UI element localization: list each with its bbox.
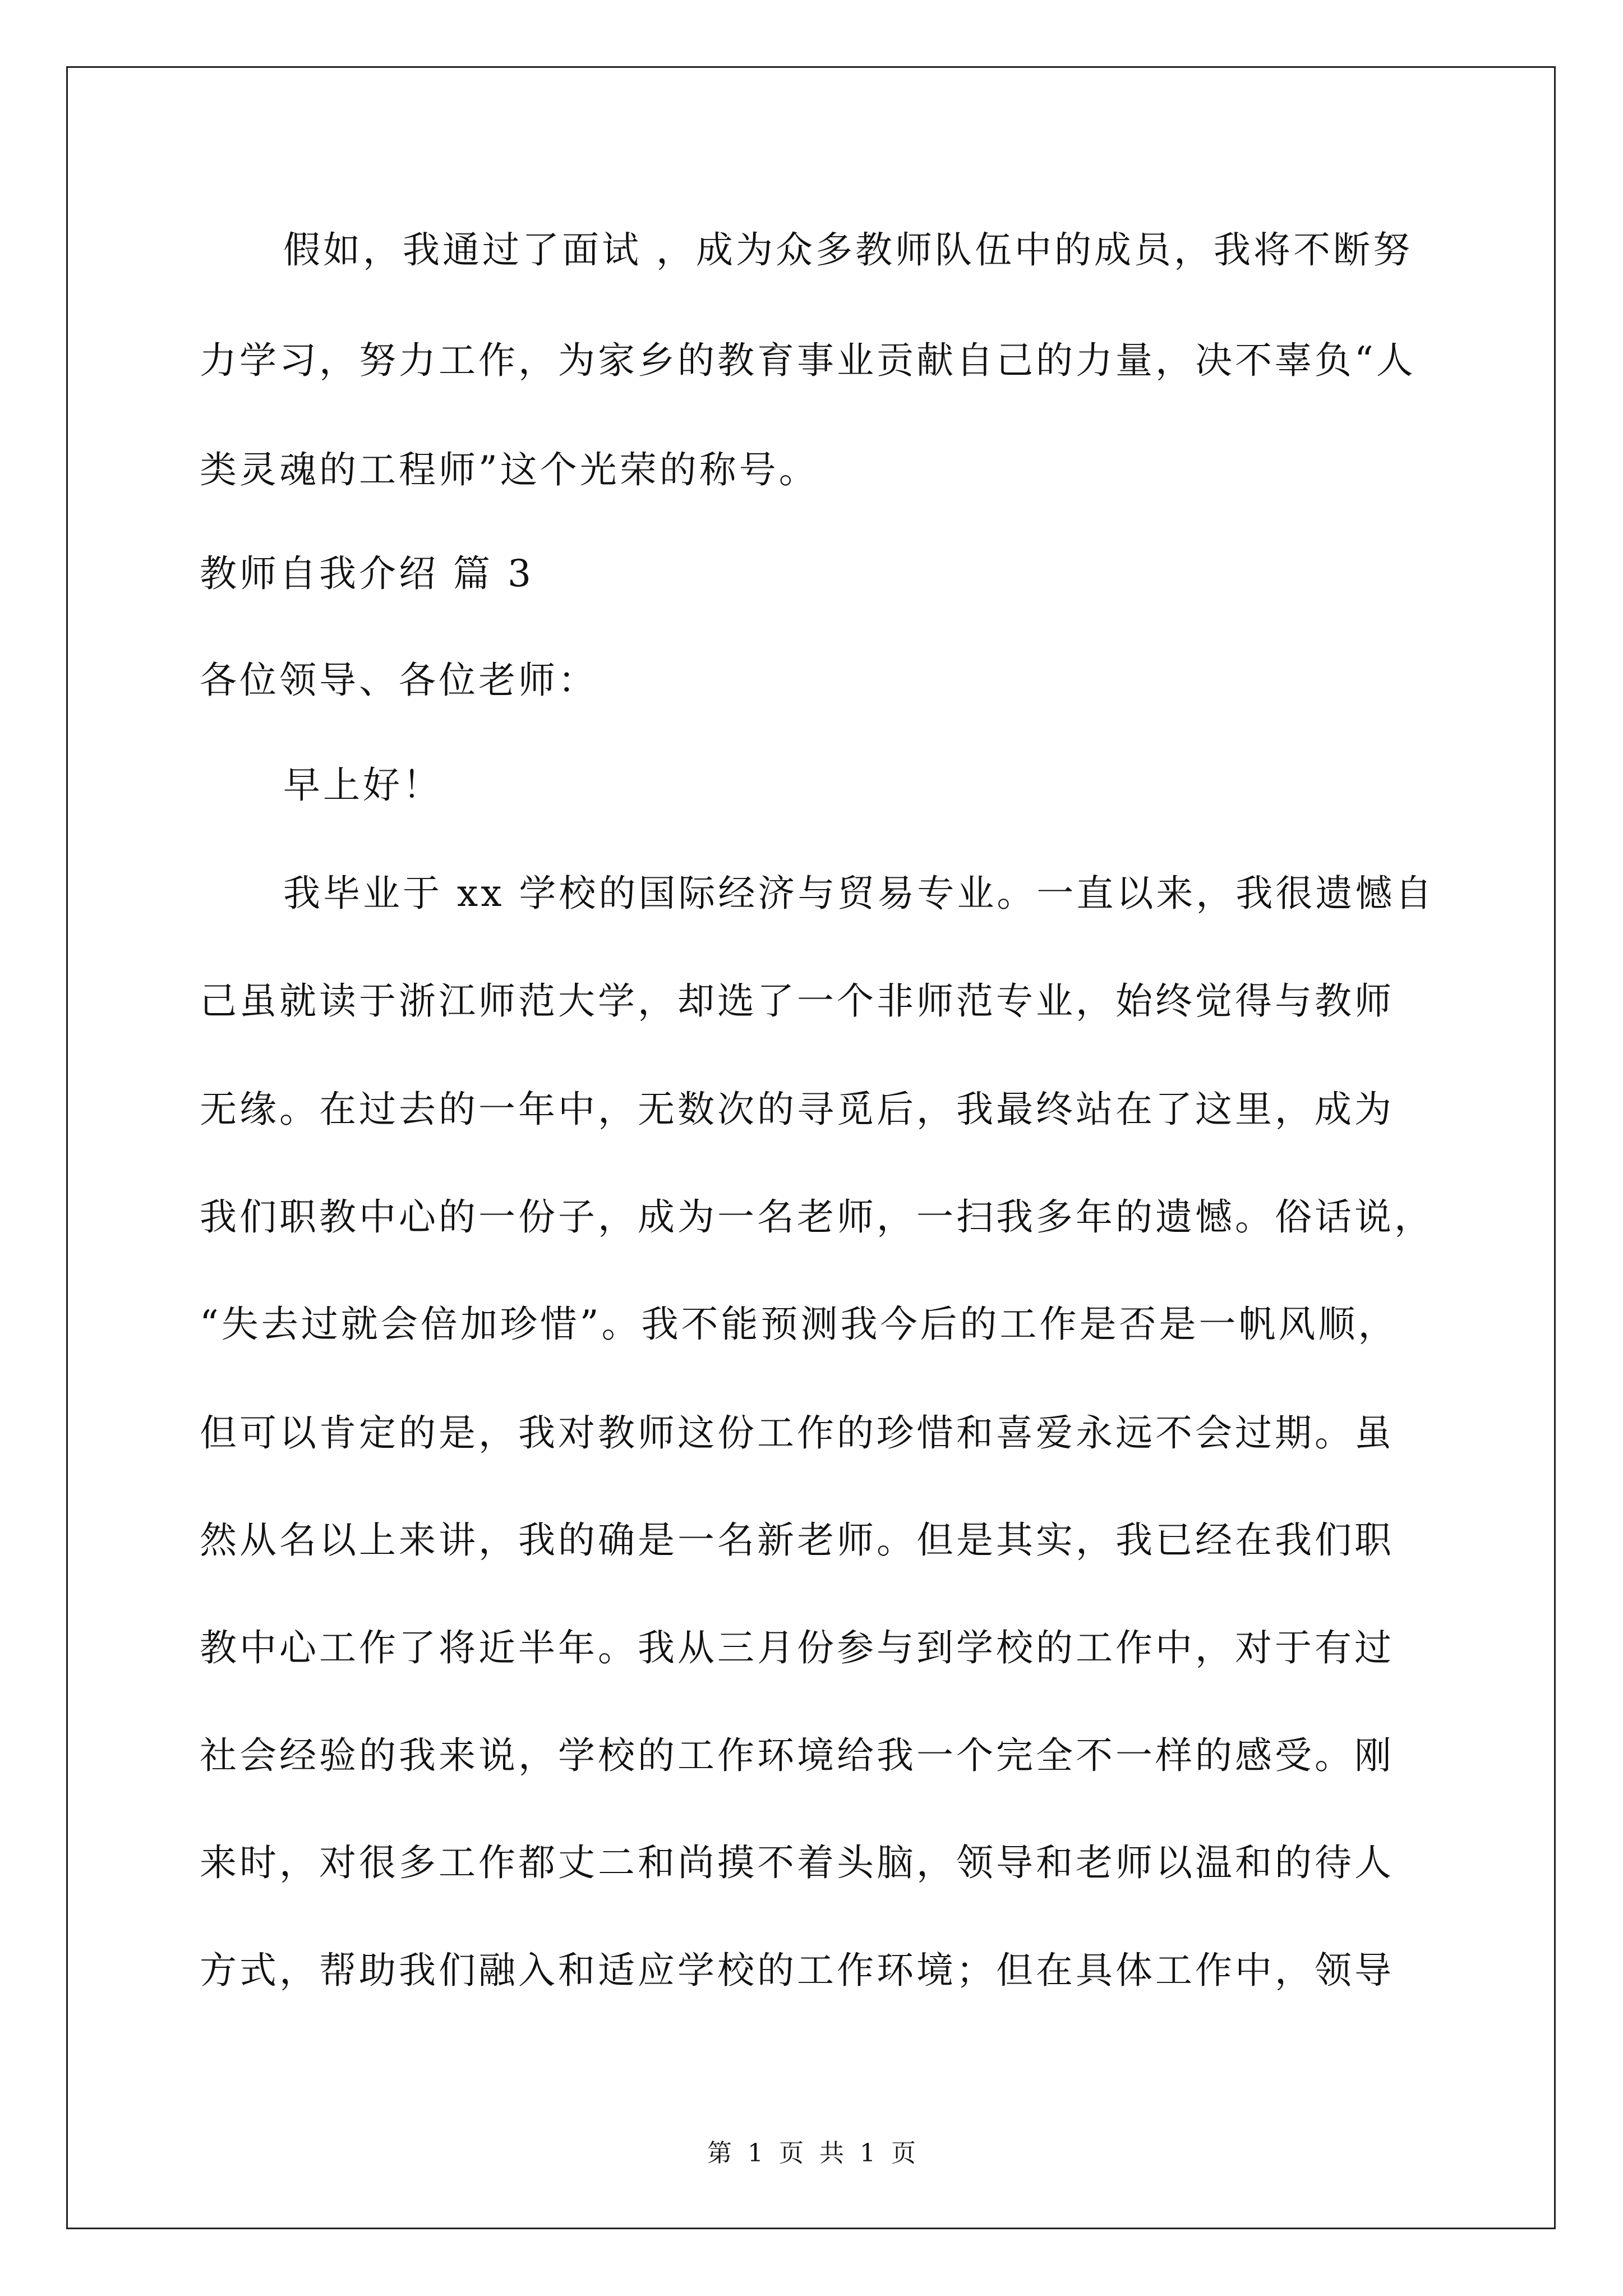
paragraph-2-line-6: 但可以肯定的是，我对教师这份工作的珍惜和喜爱永远不会过期。虽	[200, 1411, 1394, 1455]
greeting: 早上好！	[283, 763, 442, 807]
salutation: 各位领导、各位老师：	[200, 659, 598, 702]
paragraph-1-line-3: 类灵魂的工程师”这个光荣的称号。	[200, 448, 819, 491]
section-heading: 教师自我介绍 篇 3	[200, 552, 534, 595]
paragraph-2-line-1: 我毕业于 xx 学校的国际经济与贸易专业。一直以来，我很遗憾自	[283, 872, 1435, 915]
paragraph-2-line-2: 己虽就读于浙江师范大学，却选了一个非师范专业，始终觉得与教师	[200, 979, 1394, 1023]
paragraph-2-line-4: 我们职教中心的一份子，成为一名老师，一扫我多年的遗憾。俗话说，	[200, 1195, 1434, 1239]
paragraph-2-line-9: 社会经验的我来说，学校的工作环境给我一个完全不一样的感受。刚	[200, 1734, 1394, 1777]
paragraph-2-line-11: 方式，帮助我们融入和适应学校的工作环境；但在具体工作中，领导	[200, 1949, 1394, 1992]
paragraph-2-line-8: 教中心工作了将近半年。我从三月份参与到学校的工作中，对于有过	[200, 1626, 1394, 1669]
paragraph-1-line-1: 假如，我通过了面试 ，成为众多教师队伍中的成员，我将不断努	[283, 228, 1413, 272]
page-border	[66, 66, 1556, 2229]
paragraph-2-line-5: “失去过就会倍加珍惜”。我不能预测我今后的工作是否是一帆风顺，	[200, 1303, 1398, 1346]
page-footer: 第 1 页 共 1 页	[707, 2139, 916, 2168]
paragraph-2-line-3: 无缘。在过去的一年中，无数次的寻觅后，我最终站在了这里，成为	[200, 1088, 1394, 1131]
paragraph-1-line-2: 力学习，努力工作，为家乡的教育事业贡献自己的力量，决不辜负“人	[200, 339, 1416, 382]
paragraph-2-line-7: 然从名以上来讲，我的确是一名新老师。但是其实，我已经在我们职	[200, 1519, 1394, 1562]
paragraph-2-line-10: 来时，对很多工作都丈二和尚摸不着头脑，领导和老师以温和的待人	[200, 1841, 1394, 1884]
